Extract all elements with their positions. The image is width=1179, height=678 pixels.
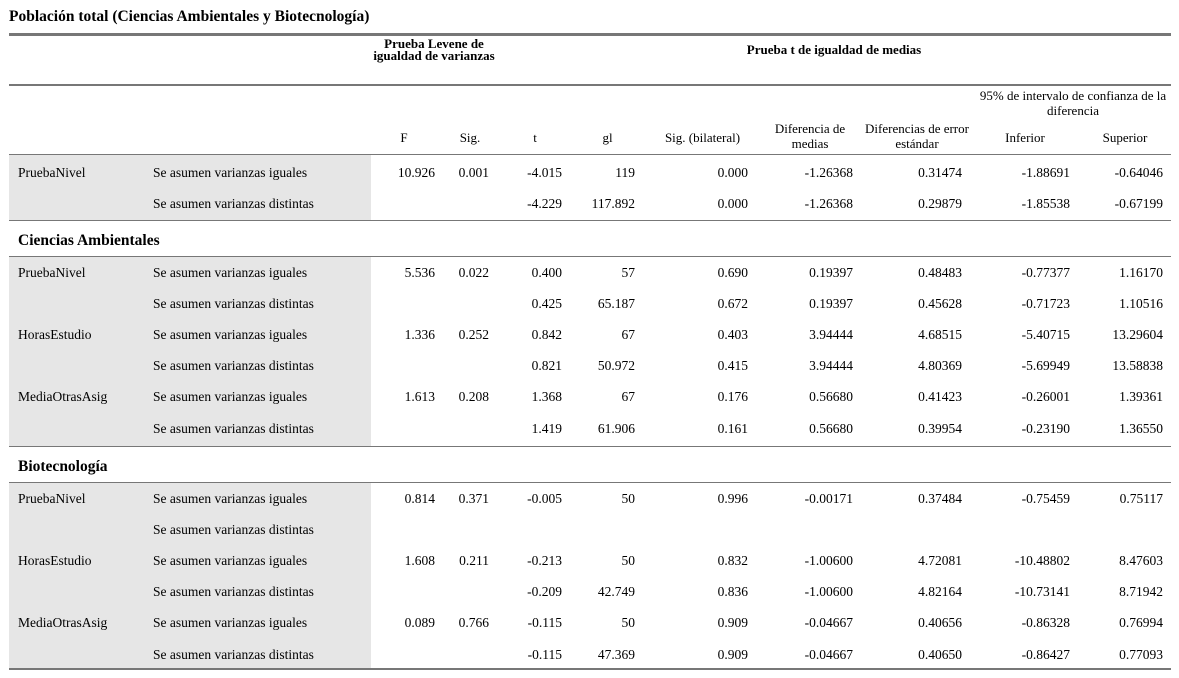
cell-inferior: -5.69949 [1021, 358, 1070, 373]
cell-error-estandar: 0.31474 [918, 165, 962, 180]
variance-assumption-label: Se asumen varianzas distintas [153, 522, 314, 537]
cell-inferior: -1.88691 [1021, 165, 1070, 180]
table-row [0, 413, 1179, 444]
table-row [0, 319, 1179, 350]
ci-header: 95% de intervalo de confianza de la diferencia [979, 88, 1167, 118]
variable-name: HorasEstudio [18, 553, 92, 568]
cell-error-estandar: 4.82164 [918, 584, 962, 599]
cell-diff-medias: 0.56680 [809, 421, 853, 436]
cell-gl: 50 [621, 553, 635, 568]
cell-sig: 0.211 [459, 553, 489, 568]
cell-superior: 0.77093 [1119, 647, 1163, 662]
cell-inferior: -0.86328 [1021, 615, 1070, 630]
cell-sig: 0.371 [458, 491, 489, 506]
variance-assumption-label: Se asumen varianzas iguales [153, 165, 308, 180]
cell-inferior: -0.86427 [1021, 647, 1070, 662]
cell-t: 0.425 [531, 296, 562, 311]
cell-inferior: -0.71723 [1021, 296, 1070, 311]
col-header-error-estandar: Diferencias de error estándar [865, 121, 969, 151]
cell-gl: 50.972 [597, 358, 635, 373]
cell-sig-bilateral: 0.996 [717, 491, 748, 506]
cell-inferior: -1.85538 [1021, 196, 1070, 211]
cell-superior: 1.36550 [1119, 421, 1163, 436]
col-header-sig-bilateral: Sig. (bilateral) [664, 130, 741, 145]
cell-f: 1.608 [404, 553, 435, 568]
variable-name: HorasEstudio [18, 327, 92, 342]
cell-inferior: -0.77377 [1021, 265, 1070, 280]
cell-t: -0.209 [527, 584, 562, 599]
cell-sig-bilateral: 0.000 [717, 196, 748, 211]
cell-superior: 1.39361 [1119, 389, 1163, 404]
variable-name: PruebaNivel [18, 491, 86, 506]
cell-error-estandar: 4.72081 [918, 553, 962, 568]
cell-t: -4.015 [527, 165, 562, 180]
table-title: Población total (Ciencias Ambientales y Biotecnología) [9, 8, 370, 25]
cell-inferior: -0.23190 [1021, 421, 1070, 436]
header-rule [9, 84, 1171, 86]
cell-t: 0.821 [531, 358, 562, 373]
table-row [0, 288, 1179, 319]
variance-assumption-label: Se asumen varianzas distintas [153, 647, 314, 662]
variance-assumption-label: Se asumen varianzas distintas [153, 358, 314, 373]
cell-error-estandar: 4.68515 [918, 327, 962, 342]
variance-assumption-label: Se asumen varianzas iguales [153, 615, 308, 630]
levene-header: Prueba Levene de igualdad de varianzas [373, 36, 495, 63]
cell-gl: 65.187 [597, 296, 635, 311]
cell-superior: 0.75117 [1119, 491, 1163, 506]
variance-assumption-label: Se asumen varianzas iguales [153, 389, 308, 404]
cell-sig-bilateral: 0.000 [717, 165, 748, 180]
top-rule [9, 33, 1171, 36]
col-header-gl: gl [602, 130, 613, 145]
section-bottom-rule [9, 446, 1171, 447]
cell-gl: 50 [621, 615, 635, 630]
cell-gl: 42.749 [597, 584, 635, 599]
cell-sig-bilateral: 0.672 [717, 296, 748, 311]
cell-sig-bilateral: 0.415 [717, 358, 748, 373]
cell-sig-bilateral: 0.909 [717, 615, 748, 630]
cell-diff-medias: -1.26368 [804, 165, 853, 180]
cell-diff-medias: 3.94444 [809, 358, 853, 373]
cell-t: -0.005 [527, 491, 562, 506]
table-row [0, 639, 1179, 670]
cell-f: 5.536 [404, 265, 435, 280]
cell-diff-medias: 0.19397 [809, 296, 853, 311]
cell-diff-medias: 0.56680 [809, 389, 853, 404]
col-header-f: F [400, 130, 408, 145]
cell-f: 1.336 [404, 327, 435, 342]
cell-error-estandar: 0.48483 [918, 265, 962, 280]
cell-diff-medias: -1.26368 [804, 196, 853, 211]
cell-gl: 50 [621, 491, 635, 506]
section-bottom-rule [9, 220, 1171, 221]
variance-assumption-label: Se asumen varianzas distintas [153, 196, 314, 211]
table-row [0, 514, 1179, 545]
cell-error-estandar: 0.39954 [918, 421, 962, 436]
variance-assumption-label: Se asumen varianzas distintas [153, 421, 314, 436]
variance-assumption-label: Se asumen varianzas iguales [153, 327, 308, 342]
variance-assumption-label: Se asumen varianzas iguales [153, 553, 308, 568]
section-title: Biotecnología [18, 458, 108, 475]
cell-inferior: -10.73141 [1014, 584, 1070, 599]
bottom-rule [9, 668, 1171, 670]
cell-gl: 57 [621, 265, 635, 280]
col-header-diff-medias: Diferencia de medias [774, 121, 846, 151]
cell-sig-bilateral: 0.832 [717, 553, 748, 568]
cell-inferior: -0.26001 [1021, 389, 1070, 404]
cell-t: -0.115 [527, 615, 562, 630]
cell-diff-medias: -0.04667 [804, 647, 853, 662]
cell-t: -4.229 [527, 196, 562, 211]
cell-error-estandar: 0.45628 [918, 296, 962, 311]
cell-superior: 0.76994 [1119, 615, 1163, 630]
cell-gl: 67 [621, 327, 635, 342]
cell-superior: 8.71942 [1119, 584, 1163, 599]
cell-diff-medias: -0.04667 [804, 615, 853, 630]
cell-superior: 1.16170 [1119, 265, 1163, 280]
cell-superior: 13.29604 [1112, 327, 1163, 342]
cell-diff-medias: 0.19397 [809, 265, 853, 280]
cell-error-estandar: 0.37484 [918, 491, 962, 506]
cell-superior: 13.58838 [1112, 358, 1163, 373]
cell-sig-bilateral: 0.909 [717, 647, 748, 662]
section-title: Ciencias Ambientales [18, 232, 160, 249]
cell-sig: 0.022 [458, 265, 489, 280]
col-header-t: t [533, 130, 537, 145]
cell-gl: 119 [615, 165, 635, 180]
cell-error-estandar: 0.41423 [918, 389, 962, 404]
cell-diff-medias: -1.00600 [804, 584, 853, 599]
cell-error-estandar: 0.29879 [918, 196, 962, 211]
cell-f: 0.089 [404, 615, 435, 630]
table-row [0, 576, 1179, 607]
cell-superior: -0.64046 [1114, 165, 1163, 180]
cell-f: 10.926 [397, 165, 435, 180]
cell-superior: -0.67199 [1114, 196, 1163, 211]
cell-f: 0.814 [404, 491, 435, 506]
variance-assumption-label: Se asumen varianzas distintas [153, 584, 314, 599]
col-header-inferior: Inferior [1005, 130, 1045, 145]
table-row [0, 607, 1179, 638]
cell-error-estandar: 0.40656 [918, 615, 962, 630]
cell-diff-medias: 3.94444 [809, 327, 853, 342]
cell-f: 1.613 [404, 389, 435, 404]
variable-name: MediaOtrasAsig [18, 389, 108, 404]
col-header-sig: Sig. [459, 130, 481, 145]
cell-inferior: -10.48802 [1014, 553, 1070, 568]
cell-error-estandar: 4.80369 [918, 358, 962, 373]
cell-sig-bilateral: 0.690 [717, 265, 748, 280]
variable-name: PruebaNivel [18, 165, 86, 180]
cell-t: 1.368 [531, 389, 562, 404]
variable-name: MediaOtrasAsig [18, 615, 108, 630]
table-row [0, 257, 1179, 288]
variance-assumption-label: Se asumen varianzas distintas [153, 296, 314, 311]
cell-sig: 0.766 [458, 615, 489, 630]
cell-sig-bilateral: 0.836 [717, 584, 748, 599]
cell-sig: 0.208 [458, 389, 489, 404]
cell-sig: 0.252 [458, 327, 489, 342]
cell-t: 0.842 [531, 327, 562, 342]
cell-error-estandar: 0.40650 [918, 647, 962, 662]
cell-superior: 1.10516 [1119, 296, 1163, 311]
table-row [0, 350, 1179, 381]
cell-inferior: -0.75459 [1021, 491, 1070, 506]
cell-t: -0.213 [527, 553, 562, 568]
col-header-superior: Superior [1102, 130, 1148, 145]
cell-sig-bilateral: 0.403 [717, 327, 748, 342]
cell-diff-medias: -1.00600 [804, 553, 853, 568]
cell-gl: 67 [621, 389, 635, 404]
table-row [0, 545, 1179, 576]
cell-sig-bilateral: 0.161 [717, 421, 748, 436]
cell-t: 1.419 [531, 421, 562, 436]
ttest-header: Prueba t de igualdad de medias [746, 42, 922, 57]
variance-assumption-label: Se asumen varianzas iguales [153, 491, 308, 506]
variance-assumption-label: Se asumen varianzas iguales [153, 265, 308, 280]
cell-t: -0.115 [527, 647, 562, 662]
cell-sig: 0.001 [458, 165, 489, 180]
cell-diff-medias: -0.00171 [804, 491, 853, 506]
cell-gl: 61.906 [597, 421, 635, 436]
cell-inferior: -5.40715 [1021, 327, 1070, 342]
table-row [0, 381, 1179, 412]
table-row [0, 157, 1179, 188]
table-row [0, 483, 1179, 514]
variable-name: PruebaNivel [18, 265, 86, 280]
cell-superior: 8.47603 [1119, 553, 1163, 568]
cell-t: 0.400 [531, 265, 562, 280]
cell-sig-bilateral: 0.176 [717, 389, 748, 404]
table-row [0, 188, 1179, 219]
cell-gl: 47.369 [597, 647, 635, 662]
cell-gl: 117.892 [591, 196, 635, 211]
